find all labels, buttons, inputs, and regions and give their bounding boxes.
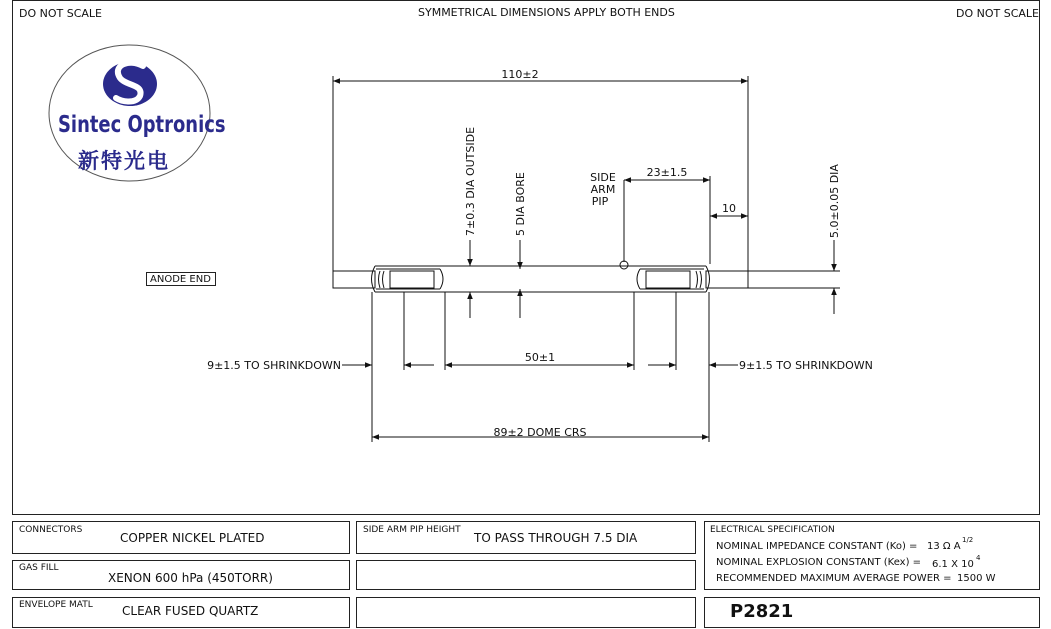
dim-shrink-right: 9±1.5 TO SHRINKDOWN	[739, 359, 873, 372]
dim-side-arm-distance: 23±1.5	[646, 166, 688, 179]
explosion-exponent: 4	[976, 554, 981, 562]
logo-company-name: Sintec Optronics	[58, 112, 226, 138]
do-not-scale-left: DO NOT SCALE	[19, 7, 102, 20]
explosion-label: NOMINAL EXPLOSION CONSTANT (Kex) =	[716, 557, 922, 568]
power-label: RECOMMENDED MAXIMUM AVERAGE POWER =	[716, 573, 952, 584]
symmetry-note: SYMMETRICAL DIMENSIONS APPLY BOTH ENDS	[418, 6, 675, 19]
connectors-value: COPPER NICKEL PLATED	[120, 531, 265, 545]
electrical-label: ELECTRICAL SPECIFICATION	[710, 525, 835, 535]
side-arm-label-3: PIP	[591, 195, 609, 208]
dim-dome-centers: 89±2 DOME CRS	[493, 426, 587, 439]
dim-overall-length: 110±2	[501, 68, 539, 81]
side-arm-label-2: ARM	[590, 183, 616, 196]
empty-cell-2	[356, 597, 696, 628]
part-number: P2821	[730, 601, 794, 622]
impedance-exponent: 1/2	[962, 536, 974, 544]
dim-outside-dia: 7±0.3 DIA OUTSIDE	[464, 126, 477, 236]
dim-connector-dia: 5.0±0.05 DIA	[828, 164, 841, 238]
side-arm-height-value: TO PASS THROUGH 7.5 DIA	[474, 531, 638, 545]
dim-shrink-left: 9±1.5 TO SHRINKDOWN	[207, 359, 341, 372]
gas-fill-label: GAS FILL	[19, 563, 59, 573]
envelope-value: CLEAR FUSED QUARTZ	[122, 604, 259, 618]
anode-end-box	[146, 272, 216, 286]
dim-bore: 5 DIA BORE	[514, 172, 527, 236]
do-not-scale-right: DO NOT SCALE	[956, 7, 1039, 20]
power-value: 1500 W	[957, 573, 996, 584]
gas-fill-value: XENON 600 hPa (450TORR)	[108, 571, 273, 585]
connectors-label: CONNECTORS	[19, 525, 83, 535]
empty-cell-1	[356, 560, 696, 590]
impedance-label: NOMINAL IMPEDANCE CONSTANT (Ko) =	[716, 541, 918, 552]
explosion-value: 6.1 X 10	[932, 559, 974, 570]
dim-arc-length: 50±1	[524, 351, 556, 364]
dim-end-length: 10	[722, 202, 736, 215]
anode-end-label: ANODE END	[150, 274, 211, 285]
side-arm-label-1: SIDE	[590, 171, 616, 184]
impedance-value: 13 Ω A	[927, 541, 961, 552]
side-arm-height-label: SIDE ARM PIP HEIGHT	[363, 525, 461, 535]
envelope-label: ENVELOPE MATL	[19, 600, 93, 610]
logo-chinese-name: 新特光电	[78, 148, 170, 173]
